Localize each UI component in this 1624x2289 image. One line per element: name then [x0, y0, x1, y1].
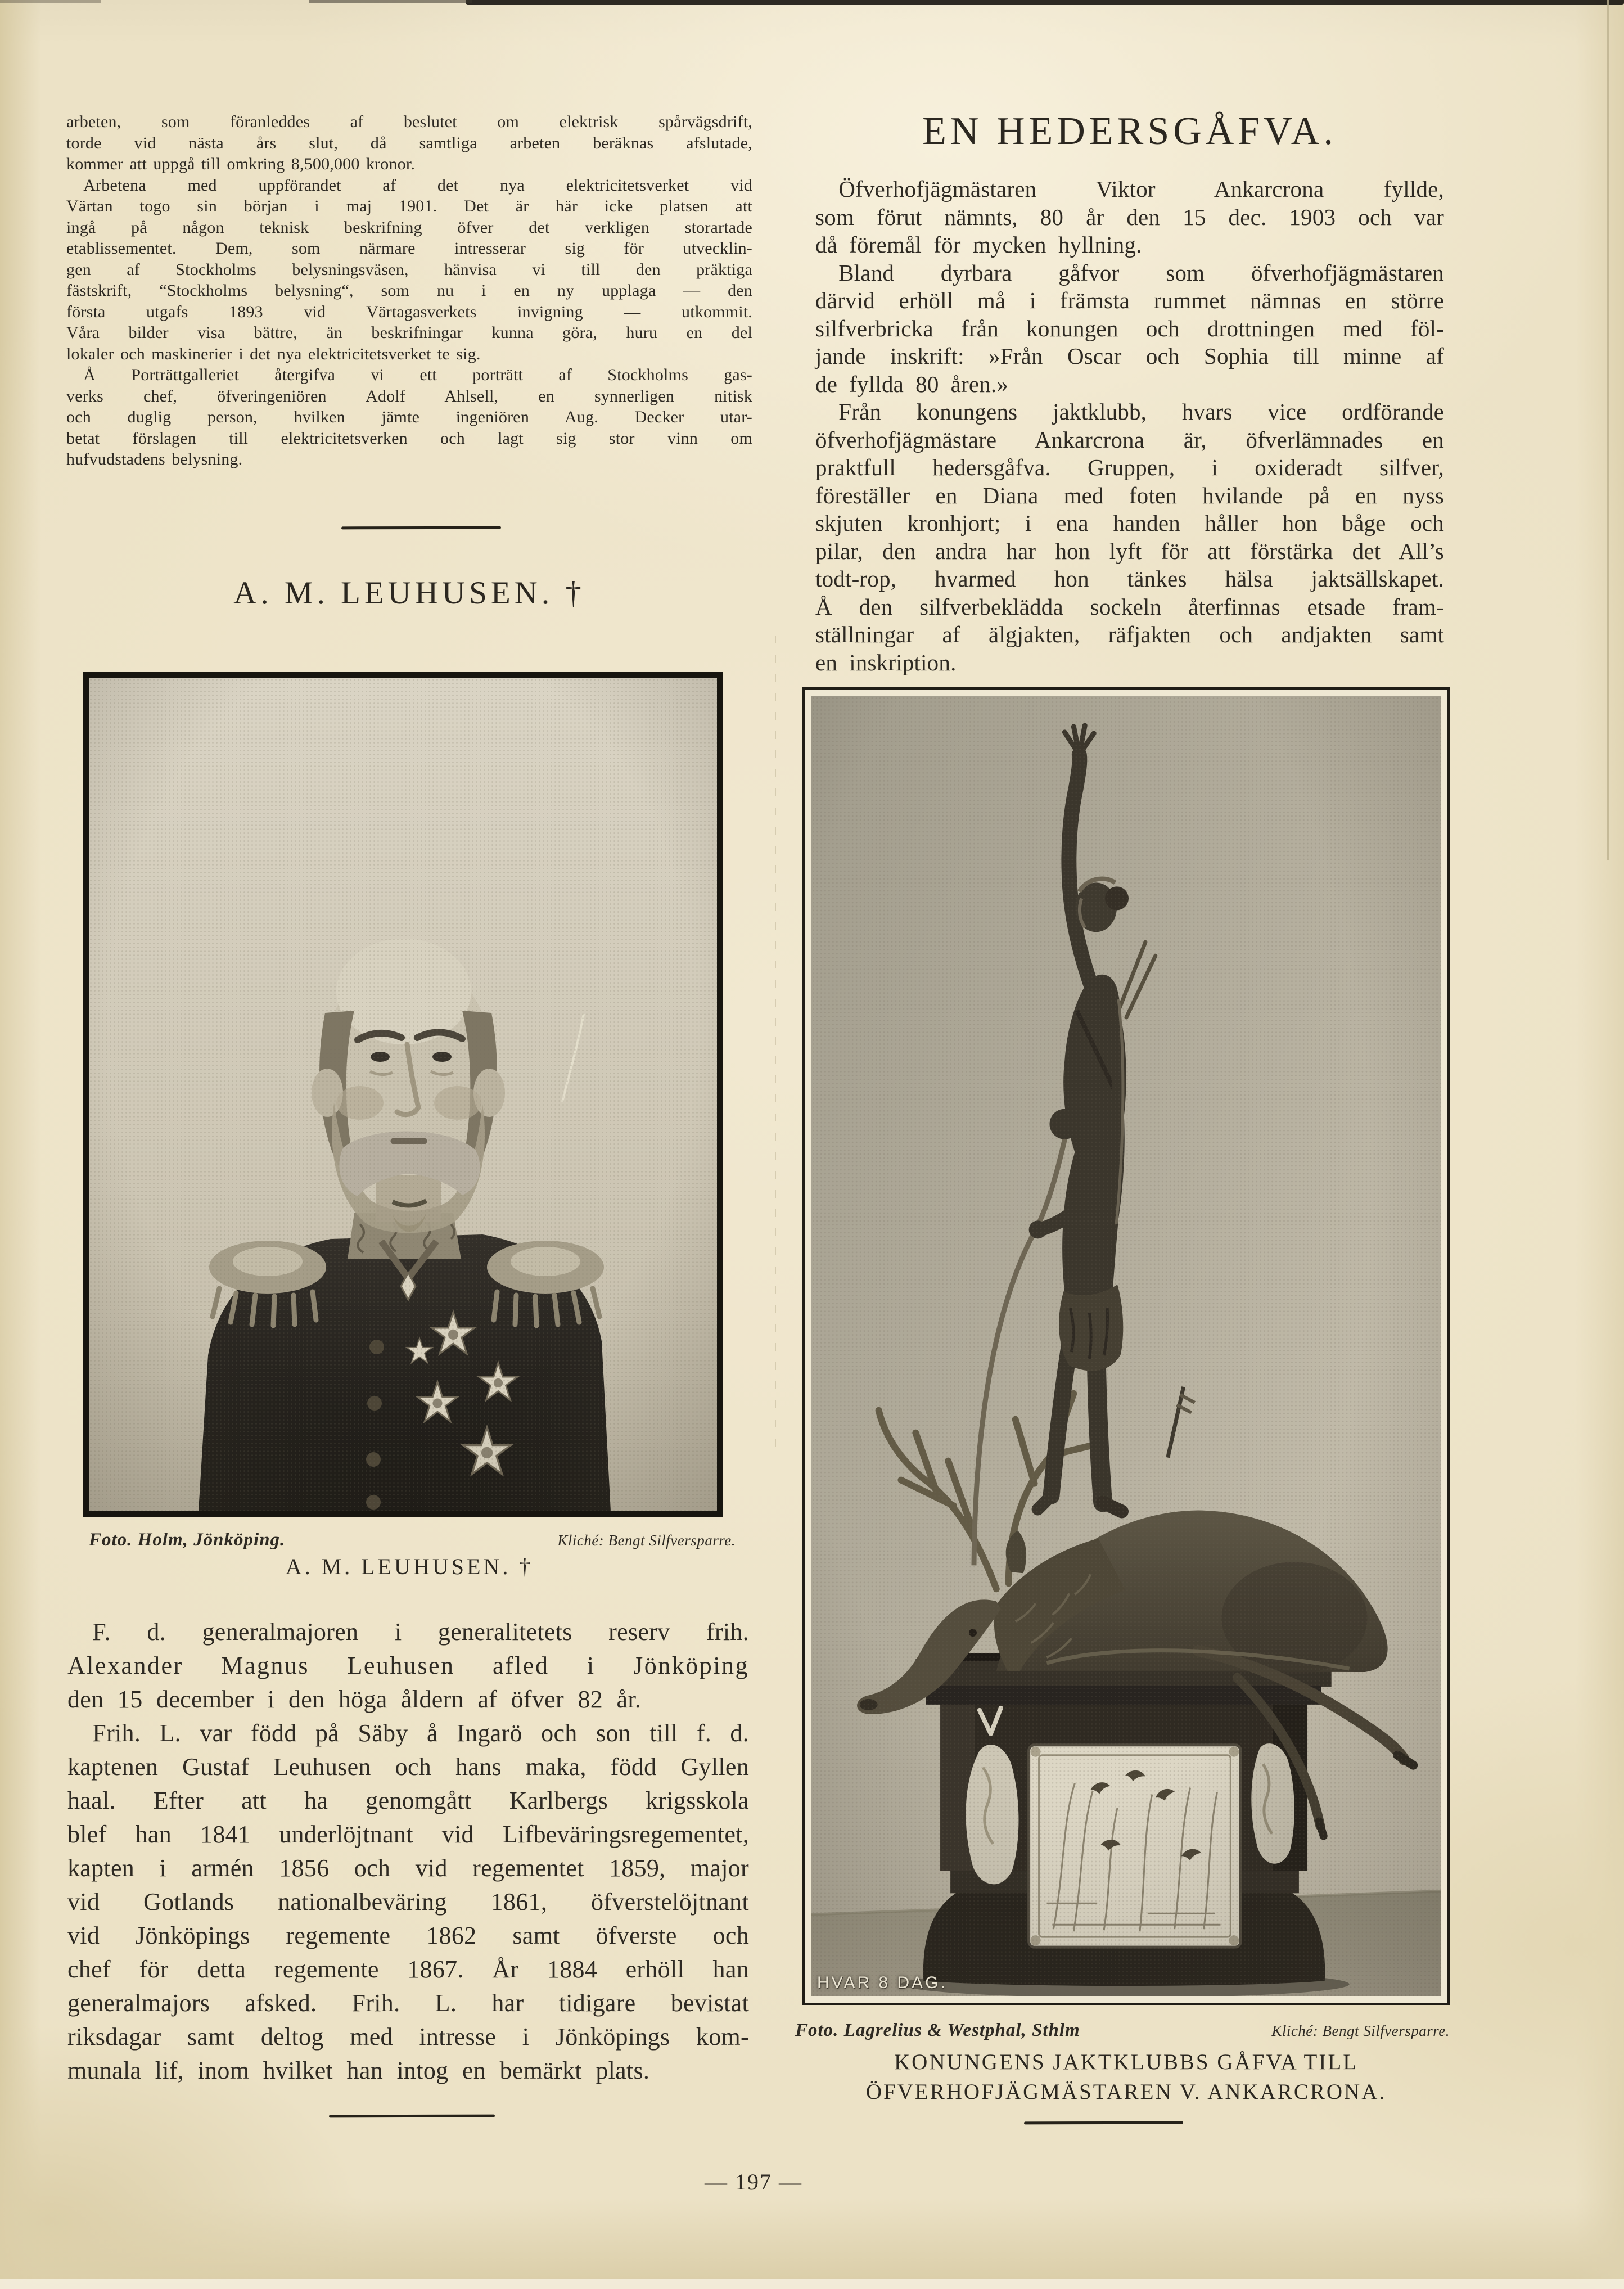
paper-crease: [775, 636, 776, 1451]
text-line: en inskription.: [815, 649, 957, 675]
section-divider: [341, 526, 501, 530]
paragraph: [66, 111, 752, 175]
text-line: Öfverhofjägmästaren Viktor Ankarcrona fyllde,: [815, 176, 1444, 202]
text-line: silfverbricka från konungen och drottningen med föl-: [815, 315, 1444, 341]
text-line: gen af Stockholms belysningsväsen, hänvisa vi till den präktiga: [66, 260, 752, 279]
text-line: torde vid nästa års slut, då samtliga arbeten beräknas afslutade,: [66, 133, 752, 152]
portrait-caption: A. M. LEUHUSEN. †: [285, 1554, 534, 1579]
article-title-leuhusen: A. M. LEUHUSEN. †: [233, 575, 585, 611]
text-line: chef för detta regemente 1867. År 1884 erhöll han: [67, 1955, 749, 1983]
left-column: [66, 0, 752, 2289]
text-line: lokaler och maskinerier i det nya elektricitetsverket te sig.: [66, 344, 481, 363]
text-line: Värtan togo sin början i maj 1901. Det är här icke platsen att: [66, 197, 752, 215]
paragraph: [66, 175, 752, 365]
text-line: ställningar af älgjakten, räfjakten och andjakten samt: [815, 621, 1444, 647]
text-line: som förut nämnts, 80 år den 15 dec. 1903 och var: [815, 204, 1444, 230]
text-line: todt-rop, hvarmed hon tänkes hälsa jaktsällskapet.: [815, 566, 1444, 592]
text-line: vid Gotlands nationalbeväring 1861, öfverstelöjtnant: [67, 1888, 749, 1916]
text-line: betat förslagen till elektricitetsverken och lagt sig stor vinn om: [66, 429, 752, 448]
section-divider: [329, 2115, 495, 2118]
text-line: fästskrift, “Stockholms belysning“, som nu i en ny upplaga — den: [66, 281, 752, 300]
portrait-credit-row: [89, 1530, 736, 1551]
text-line: Bland dyrbara gåfvor som öfverhofjägmästaren: [815, 259, 1444, 286]
text-line: blef han 1841 underlöjtnant vid Lifbeväringsregementet,: [67, 1821, 749, 1848]
text-line: arbeten, som föranleddes af beslutet om elektrisk spårvägsdrift,: [66, 112, 752, 131]
magazine-watermark: HVAR 8 DAG.: [817, 1973, 948, 1992]
text-line: vid Jönköpings regemente 1862 samt öfverste och: [67, 1922, 749, 1949]
statue-illustration: [811, 696, 1441, 1996]
text-line: första utgafs 1893 vid Värtagasverkets invigning — utkommit.: [66, 302, 752, 321]
text-line: Våra bilder visa bättre, än beskrifningar kunna göra, huru en del: [66, 323, 752, 342]
statue-caption: [802, 2047, 1450, 2107]
scan-edge-right: [1607, 0, 1609, 860]
text-line: därvid erhöll må i främsta rummet nämnas en större: [815, 287, 1444, 313]
photo-credit-photographer: Foto. Holm, Jönköping.: [89, 1530, 286, 1550]
paragraph: [815, 175, 1444, 259]
text-line: etablissementet. Dem, som närmare intresserar sig för utvecklin-: [66, 239, 752, 258]
portrait-photo-leuhusen: [83, 672, 723, 1517]
paragraph: [66, 364, 752, 470]
text-line: praktfull hedersgåfva. Gruppen, i oxideradt silfver,: [815, 454, 1444, 480]
paragraph: [67, 1615, 749, 1716]
statue-credit-row: [795, 2020, 1450, 2041]
text-line: generalmajors afsked. Frih. L. har tidigare bevistat: [67, 1989, 749, 2017]
text-line: skjuten kronhjort; i ena handen håller hon båge och: [815, 510, 1444, 536]
text-line: hufvudstadens belysning.: [66, 450, 243, 468]
photo-credit-photographer: Foto. Lagrelius & Westphal, Sthlm: [795, 2020, 1080, 2040]
statue-photo-hedersgafva: [802, 687, 1450, 2005]
text-line: Å den silfverbeklädda sockeln återfinnas etsade fram-: [815, 593, 1444, 620]
right-column: [795, 0, 1450, 2289]
text-line: Alexander Magnus Leuhusen afled i Jönköping: [67, 1652, 749, 1679]
intro-text-block: [66, 111, 752, 470]
paragraph: [67, 1716, 749, 2088]
paragraph: [815, 259, 1444, 399]
text-line: munala lif, inom hvilket han intog en bemärkt plats.: [67, 2057, 650, 2084]
text-line: den 15 december i den höga åldern af öfver 82 år.: [67, 1686, 642, 1713]
obituary-text-block: [67, 1615, 749, 2088]
text-line: kommer att uppgå till omkring 8,500,000 kronor.: [66, 155, 416, 173]
text-line: haal. Efter att ha genomgått Karlbergs krigsskola: [67, 1787, 749, 1814]
text-line: verks chef, öfveringeniören Adolf Ahlsell, en synnerligen nitisk: [66, 386, 752, 405]
text-line: F. d. generalmajoren i generalitetets reserv frih.: [67, 1618, 749, 1646]
text-line: pilar, den andra har hon lyft för att förstärka det All’s: [815, 538, 1444, 564]
text-line: kaptenen Gustaf Leuhusen och hans maka, född Gyllen: [67, 1753, 749, 1781]
statue-caption-line1: KONUNGENS JAKTKLUBBS GÅFVA TILL: [894, 2050, 1359, 2074]
text-line: kapten i armén 1856 och vid regementet 1859, major: [67, 1854, 749, 1882]
text-line: Å Porträttgalleriet återgifva vi ett porträtt af Stockholms gas-: [66, 366, 752, 384]
statue-photo-inner: [811, 696, 1441, 1996]
text-line: öfverhofjägmästare Ankarcrona är, öfverlämnades en: [815, 426, 1444, 453]
statue-caption-line2: ÖFVERHOFJÄGMÄSTAREN V. ANKARCRONA.: [865, 2080, 1387, 2104]
article-title-hedersgafva: EN HEDERSGÅFVA.: [922, 110, 1337, 153]
page-number: — 197 —: [705, 2169, 802, 2195]
paragraph: [815, 398, 1444, 677]
text-line: Frih. L. var född på Säby å Ingarö och son till f. d.: [67, 1719, 749, 1747]
text-line: Arbetena med uppförandet af det nya elektricitetsverket vid: [66, 175, 752, 195]
text-line: riksdagar samt deltog med intresse i Jönköpings kom-: [67, 2023, 749, 2051]
text-line: Från konungens jaktklubb, hvars vice ordförande: [815, 399, 1444, 425]
text-line: ingå på någon teknisk beskrifning öfver det verkligen storartade: [66, 218, 752, 237]
photo-credit-cliche: Kliché: Bengt Silfversparre.: [557, 1532, 736, 1549]
text-line: och duglig person, hvilken jämte ingeniören Aug. Decker utar-: [66, 408, 752, 426]
section-divider: [1024, 2121, 1183, 2125]
text-line: föreställer en Diana med foten hvilande på en nyss: [815, 482, 1444, 508]
text-line: de fyllda 80 åren.»: [815, 371, 1009, 397]
hedersgafva-text-block: [815, 175, 1444, 677]
photo-credit-cliche: Kliché: Bengt Silfversparre.: [1271, 2022, 1450, 2039]
text-line: jande inskrift: »Från Oscar och Sophia till minne af: [815, 343, 1444, 369]
portrait-illustration: [89, 678, 717, 1511]
text-line: då föremål för mycken hyllning.: [815, 232, 1142, 258]
